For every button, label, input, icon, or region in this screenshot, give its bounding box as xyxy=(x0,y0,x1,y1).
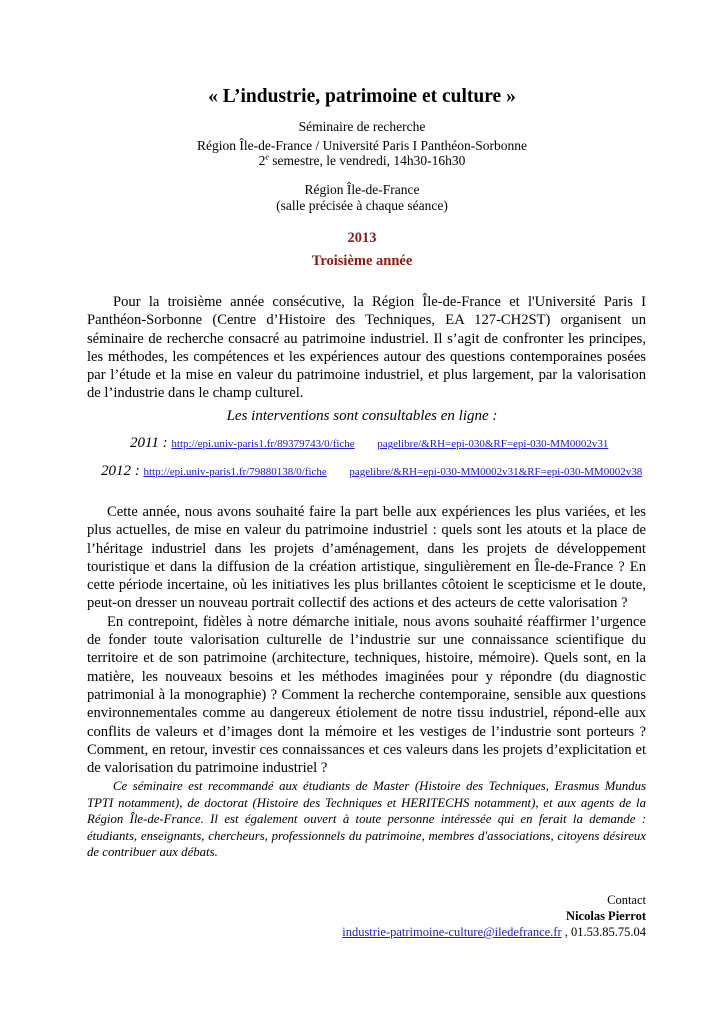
contact-label: Contact xyxy=(607,893,646,907)
body-paragraph-2: En contrepoint, fidèles à notre démarche initiale, nous avons souhaité réaffirmer l’urgence de fonder toute valorisation culturelle de l’industrie sur une connaissance scientifique du territoire et de son patrimoine (architecture, techniques, histoire, mémoire). Quels sont, en la matière, les nouveaux besoins et les méthodes imaginées pour y répondre (du diagnostic patrimonial à la monographie) ? Comment la recherche contemporaine, sensible aux questions environnementales comme au dangereux étiolement de notre tissu industriel, répond-elle aux conflits de valeurs et d’images dont la mémoire et les vestiges de l’industrie sont porteurs ? Comment, en retour, investir ces connaissances et ces valeurs dans les projets d’explicitation et de valorisation du patrimoine industriel ? xyxy=(87,613,646,777)
contact-name: Nicolas Pierrot xyxy=(566,909,646,923)
link-2011-part1[interactable]: http://epi.univ-paris1.fr/89379743/0/fiche xyxy=(171,438,355,450)
link-2011-part2[interactable]: pagelibre/&RH=epi-030&RF=epi-030-MM0002v31 xyxy=(377,438,609,450)
audience-note-text: Ce séminaire est recommandé aux étudiants de Master (Histoire des Techniques, Erasmus Mundus TPTI notamment), de doctorat (Histoire des Techniques et HERITECHS notamment), et aux agents de la Région Île-de-France. Il est également ouvert à toute personne intéressée qui en ferait la demande : étudiants, enseignants, chercheurs, professionnels du patrimoine, membres d'associations, citoyens désireux de contribuer aux débats. xyxy=(87,779,646,859)
contact-phone: , 01.53.85.75.04 xyxy=(561,925,646,939)
location-line-1: Région Île-de-France xyxy=(304,182,420,197)
contact-email-link[interactable]: industrie-patrimoine-culture@iledefrance.fr xyxy=(342,925,562,939)
schedule-number: 2 xyxy=(258,153,266,168)
organizers: Région Île-de-France / Université Paris I Panthéon-Sorbonne xyxy=(197,138,527,153)
link-2012-part2[interactable]: pagelibre/&RH=epi-030-MM0002v31&RF=epi-030-MM0002v38 xyxy=(349,466,643,478)
audience-note xyxy=(87,778,646,861)
schedule xyxy=(0,153,724,169)
intro-paragraph xyxy=(87,293,646,403)
online-heading: Les interventions sont consultables en ligne : xyxy=(226,408,498,424)
schedule-rest: semestre, le vendredi, 14h30-16h30 xyxy=(268,153,466,168)
contact-line xyxy=(342,924,646,940)
schedule-sup: e xyxy=(265,152,269,162)
link-year-2011: 2011 : xyxy=(130,435,168,451)
location-line-2: (salle précisée à chaque séance) xyxy=(276,198,448,213)
link-2012-part1[interactable]: http://epi.univ-paris1.fr/79880138/0/fiche xyxy=(143,466,327,478)
link-row-2011 xyxy=(130,435,608,452)
intro-text: Pour la troisième année consécutive, la Région Île-de-France et l'Université Paris I Panthéon-Sorbonne (Centre d’Histoire des Techniques, EA 127-CH2ST) organisent un séminaire de recherche consacré au patrimoine industriel. Il s’agit de confronter les principes, les méthodes, les compétences et les expériences autour des questions contemporaines posées par l’étude et la mise en valeur du patrimoine industriel, et plus largement, par la valorisation de l’industrie dans le champ culturel. xyxy=(87,294,646,402)
body-paragraph-1: Cette année, nous avons souhaité faire la part belle aux expériences les plus variées, et les plus actuelles, de mise en valeur du patrimoine industriel : quels sont les atouts et la place de l’héritage industriel dans les projets d’aménagement, dans les projets de développement touristique et dans la diffusion de la création artistique, singulièrement en Île-de-France ? En cette période incertaine, où les initiatives les plus brillantes côtoient le scepticisme et le doute, peut-on dresser un nouveau portrait collectif des actions et des acteurs de cette valorisation ? xyxy=(87,504,646,612)
subtitle: Séminaire de recherche xyxy=(298,119,426,134)
contact-block xyxy=(342,892,646,940)
link-year-2012: 2012 : xyxy=(101,463,140,479)
page-title: « L’industrie, patrimoine et culture » xyxy=(208,86,516,107)
link-row-2012 xyxy=(101,463,642,480)
edition-heading: Troisième année xyxy=(311,253,413,269)
body-section xyxy=(87,503,646,777)
year-heading: 2013 xyxy=(347,230,377,246)
